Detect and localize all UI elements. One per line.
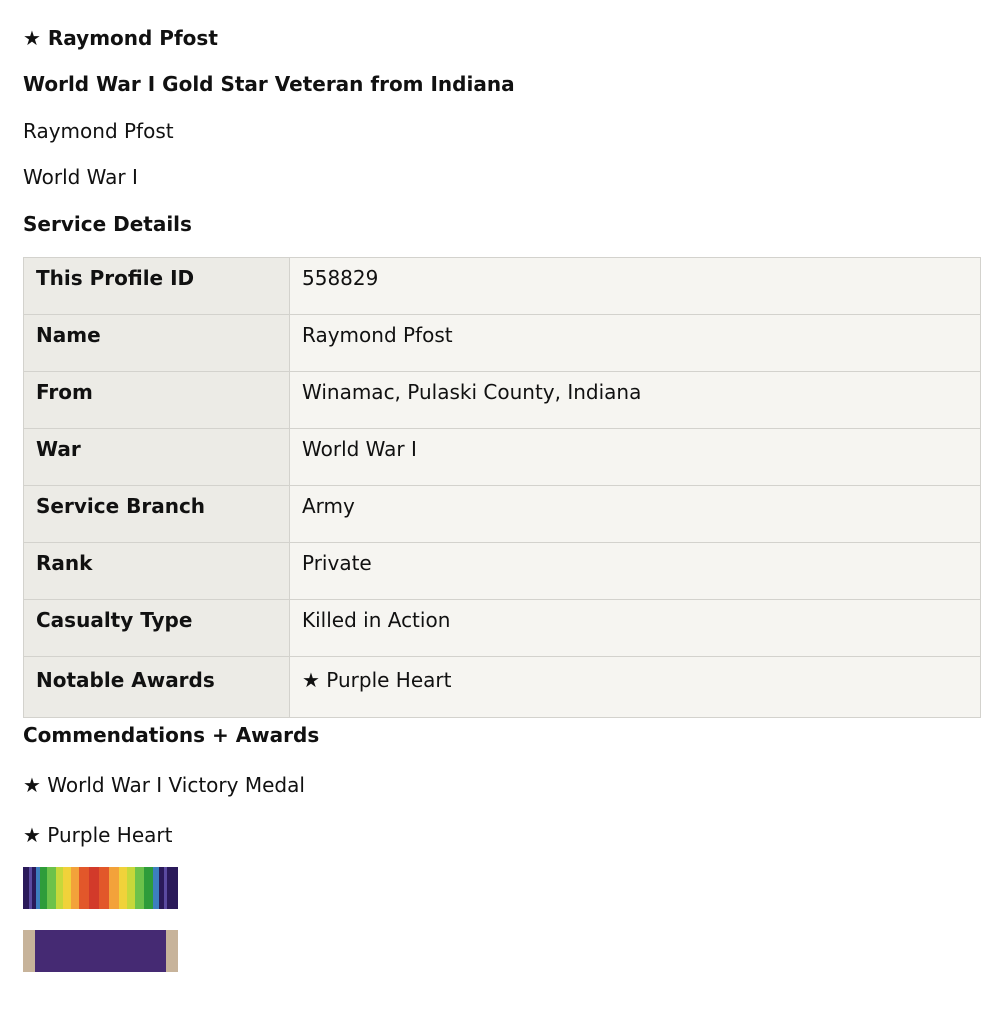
row-value-war: World War I — [290, 429, 981, 486]
commendations-heading: Commendations + Awards — [23, 723, 320, 747]
page-title: ★ Raymond Pfost — [23, 26, 218, 50]
row-label-war: War — [24, 429, 290, 486]
row-value-casualty-type: Killed in Action — [290, 600, 981, 657]
victory-medal-ribbon-icon — [23, 867, 178, 909]
row-value-notable-awards: ★ Purple Heart — [290, 657, 981, 718]
row-value-from: Winamac, Pulaski County, Indiana — [290, 372, 981, 429]
table-row — [24, 657, 981, 718]
table-row — [24, 429, 981, 486]
award-victory-medal: ★ World War I Victory Medal — [23, 773, 305, 797]
row-label-rank: Rank — [24, 543, 290, 600]
table-row — [24, 315, 981, 372]
row-label-casualty-type: Casualty Type — [24, 600, 290, 657]
table-row — [24, 372, 981, 429]
row-label-from: From — [24, 372, 290, 429]
row-value-profile-id: 558829 — [290, 258, 981, 315]
awards-list — [23, 773, 305, 873]
table-row — [24, 600, 981, 657]
row-value-service-branch: Army — [290, 486, 981, 543]
page-subtitle: World War I Gold Star Veteran from Indiana — [23, 72, 515, 96]
award-purple-heart: ★ Purple Heart — [23, 823, 173, 847]
table-row — [24, 543, 981, 600]
row-value-rank: Private — [290, 543, 981, 600]
row-label-service-branch: Service Branch — [24, 486, 290, 543]
purple-heart-ribbon-icon — [23, 930, 178, 972]
war-name: World War I — [23, 165, 138, 189]
row-label-name: Name — [24, 315, 290, 372]
table-row — [24, 486, 981, 543]
service-details-table — [23, 257, 981, 718]
veteran-name: Raymond Pfost — [23, 119, 174, 143]
row-label-notable-awards: Notable Awards — [24, 657, 290, 718]
row-label-profile-id: This Profile ID — [24, 258, 290, 315]
service-details-heading: Service Details — [23, 212, 192, 236]
row-value-name: Raymond Pfost — [290, 315, 981, 372]
table-row — [24, 258, 981, 315]
